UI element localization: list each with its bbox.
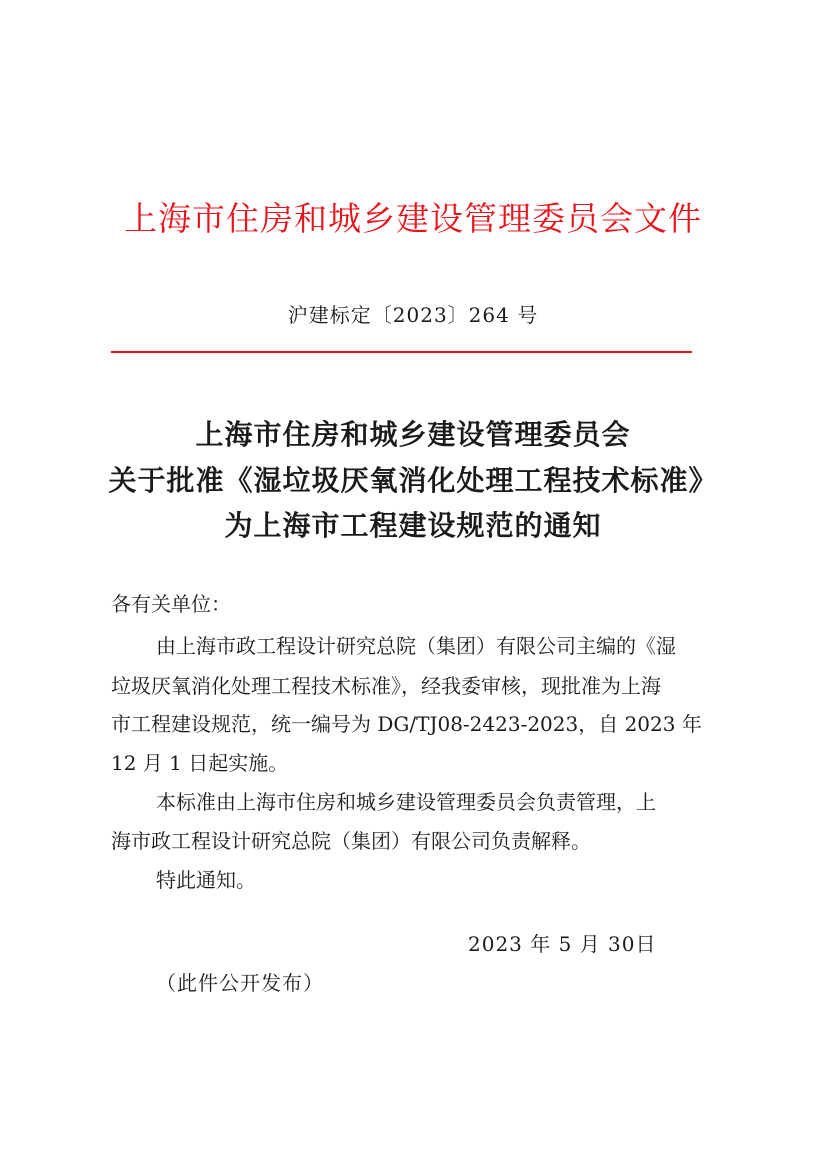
issuer-title: 上海市住房和城乡建设管理委员会文件 bbox=[124, 199, 702, 238]
body-line: 本标准由上海市住房和城乡建设管理委员会负责管理，上 bbox=[156, 790, 656, 814]
body-line: 海市政工程设计研究总院（集团）有限公司负责解释。 bbox=[111, 829, 591, 853]
body-line: 由上海市政工程设计研究总院（集团）有限公司主编的《湿 bbox=[156, 634, 676, 658]
salutation: 各有关单位： bbox=[111, 592, 231, 616]
red-divider-line bbox=[111, 351, 692, 353]
body-line: 12 月 1 日起实施。 bbox=[111, 751, 289, 775]
body-line: 垃圾厌氧消化处理工程技术标准》，经我委审核，现批准为上海 bbox=[111, 674, 661, 698]
issue-date: 2023 年 5 月 30日 bbox=[468, 932, 657, 956]
body-line: 市工程建设规范，统一编号为 DG/TJ08-2423-2023，自 2023 年 bbox=[111, 712, 702, 736]
notice-title-line-3: 为上海市工程建设规范的通知 bbox=[224, 509, 602, 542]
document-number: 沪建标定〔2023〕264 号 bbox=[287, 303, 539, 327]
notice-title-line-2: 关于批准《湿垃圾厌氧消化处理工程技术标准》 bbox=[108, 464, 718, 497]
disclosure-note: （此件公开发布） bbox=[156, 971, 324, 995]
notice-title-line-1: 上海市住房和城乡建设管理委员会 bbox=[195, 418, 631, 451]
closing-line: 特此通知。 bbox=[156, 868, 256, 892]
